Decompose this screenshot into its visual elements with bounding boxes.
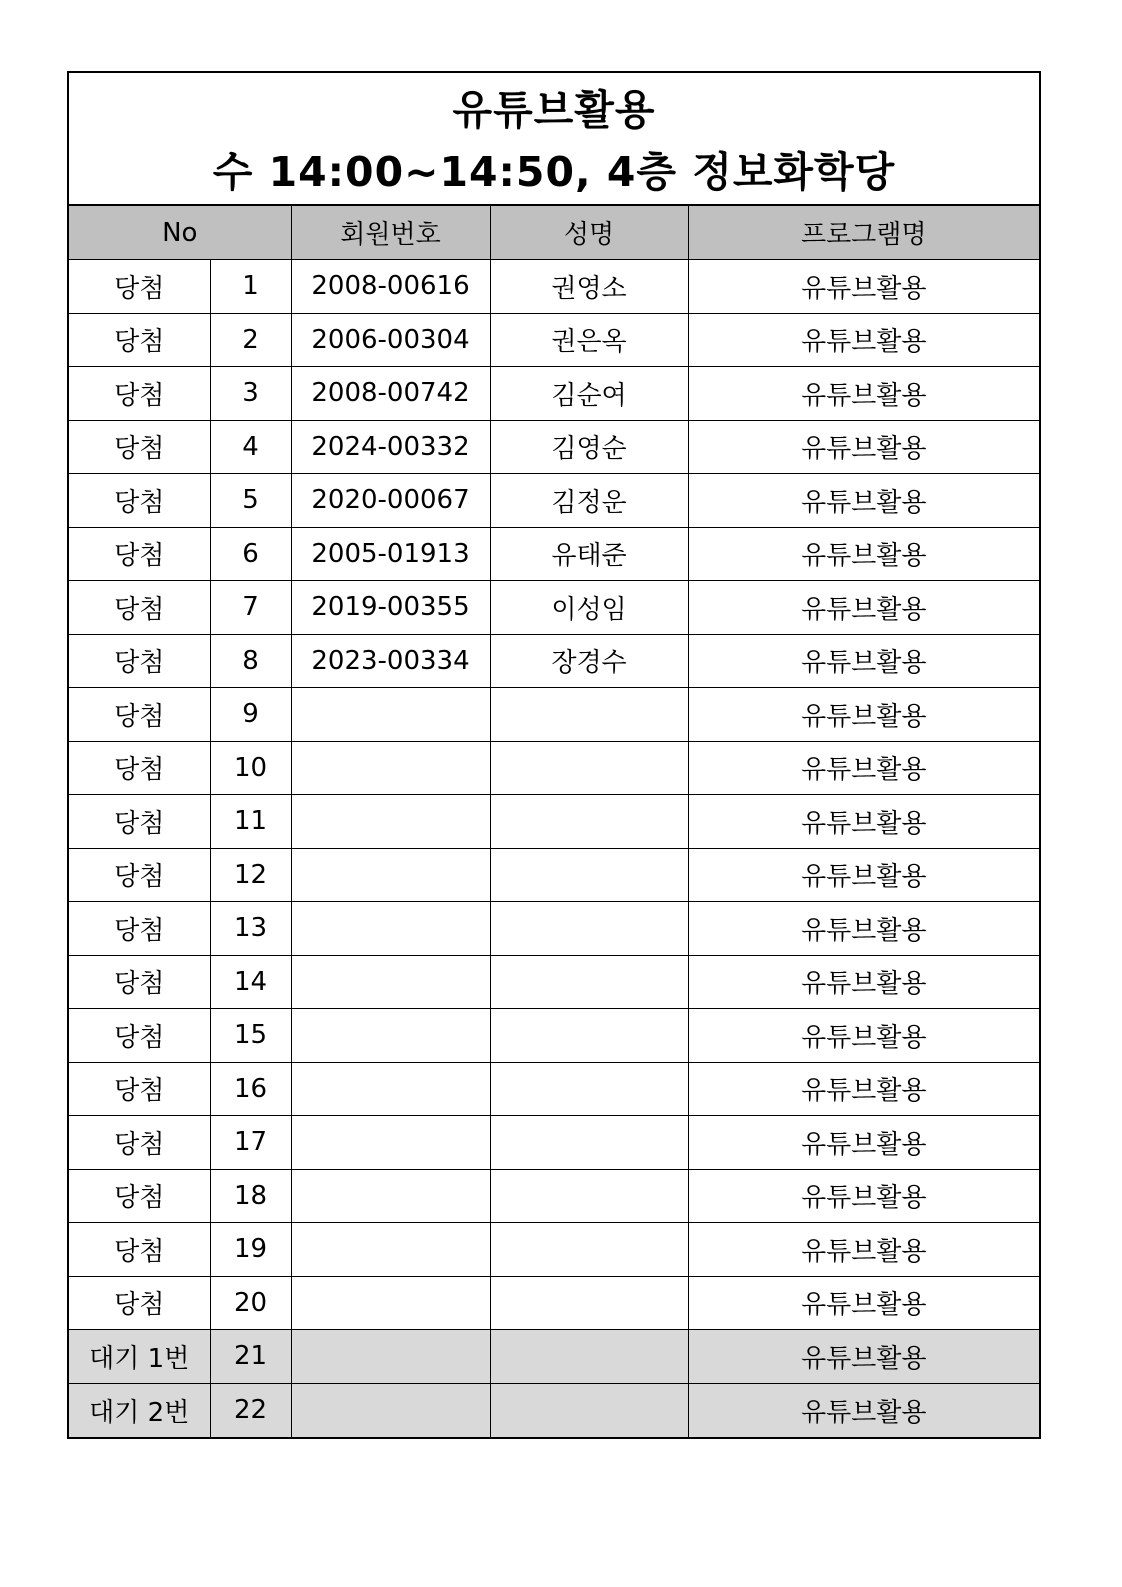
program-cell: 유튜브활용 <box>688 313 1039 367</box>
program-cell: 유튜브활용 <box>688 741 1039 795</box>
name-cell: 이성임 <box>490 581 688 635</box>
member-id-cell: 2005-01913 <box>291 527 490 581</box>
participant-table <box>69 206 1039 1437</box>
number-cell: 8 <box>210 634 291 688</box>
table-row <box>69 1330 1039 1384</box>
program-cell: 유튜브활용 <box>688 902 1039 956</box>
status-cell: 당첨 <box>69 1062 210 1116</box>
number-cell: 20 <box>210 1276 291 1330</box>
status-cell: 당첨 <box>69 955 210 1009</box>
program-cell: 유튜브활용 <box>688 420 1039 474</box>
table-row <box>69 634 1039 688</box>
program-cell: 유튜브활용 <box>688 955 1039 1009</box>
program-cell: 유튜브활용 <box>688 1276 1039 1330</box>
program-cell: 유튜브활용 <box>688 1116 1039 1170</box>
name-cell: 유태준 <box>490 527 688 581</box>
program-cell: 유튜브활용 <box>688 1223 1039 1277</box>
status-cell: 당첨 <box>69 1223 210 1277</box>
number-cell: 4 <box>210 420 291 474</box>
program-cell: 유튜브활용 <box>688 1169 1039 1223</box>
name-cell <box>490 902 688 956</box>
name-cell <box>490 1330 688 1384</box>
member-id-cell <box>291 795 490 849</box>
table-row <box>69 1223 1039 1277</box>
program-cell: 유튜브활용 <box>688 1383 1039 1437</box>
member-id-cell <box>291 1330 490 1384</box>
schedule-location: 수 14:00~14:50, 4층 정보화학당 <box>212 148 896 196</box>
status-cell: 당첨 <box>69 420 210 474</box>
program-cell: 유튜브활용 <box>688 367 1039 421</box>
member-id-cell <box>291 1276 490 1330</box>
name-cell <box>490 848 688 902</box>
member-id-cell: 2019-00355 <box>291 581 490 635</box>
status-cell: 당첨 <box>69 848 210 902</box>
status-cell: 당첨 <box>69 1276 210 1330</box>
program-cell: 유튜브활용 <box>688 581 1039 635</box>
status-cell: 당첨 <box>69 367 210 421</box>
number-cell: 15 <box>210 1009 291 1063</box>
member-id-cell: 2006-00304 <box>291 313 490 367</box>
status-cell: 당첨 <box>69 581 210 635</box>
status-cell: 당첨 <box>69 1169 210 1223</box>
number-cell: 2 <box>210 313 291 367</box>
number-cell: 10 <box>210 741 291 795</box>
status-cell: 당첨 <box>69 1116 210 1170</box>
table-row <box>69 420 1039 474</box>
number-cell: 6 <box>210 527 291 581</box>
name-cell <box>490 1276 688 1330</box>
name-cell: 김정운 <box>490 474 688 528</box>
member-id-cell: 2020-00067 <box>291 474 490 528</box>
status-cell: 당첨 <box>69 634 210 688</box>
table-row <box>69 527 1039 581</box>
program-cell: 유튜브활용 <box>688 1062 1039 1116</box>
status-cell: 당첨 <box>69 474 210 528</box>
number-cell: 12 <box>210 848 291 902</box>
program-cell: 유튜브활용 <box>688 1330 1039 1384</box>
header-row <box>69 206 1039 260</box>
member-id-cell <box>291 1223 490 1277</box>
status-cell: 당첨 <box>69 741 210 795</box>
number-cell: 21 <box>210 1330 291 1384</box>
name-cell: 권영소 <box>490 260 688 314</box>
number-cell: 1 <box>210 260 291 314</box>
member-id-cell <box>291 1169 490 1223</box>
name-cell <box>490 741 688 795</box>
name-cell <box>490 795 688 849</box>
table-row <box>69 848 1039 902</box>
table-row <box>69 1169 1039 1223</box>
status-cell: 대기 1번 <box>69 1330 210 1384</box>
member-id-cell <box>291 1383 490 1437</box>
member-id-cell <box>291 848 490 902</box>
number-cell: 22 <box>210 1383 291 1437</box>
status-cell: 당첨 <box>69 313 210 367</box>
header-program: 프로그램명 <box>688 206 1039 260</box>
title-block <box>69 73 1039 206</box>
number-cell: 14 <box>210 955 291 1009</box>
name-cell <box>490 955 688 1009</box>
name-cell <box>490 1116 688 1170</box>
number-cell: 17 <box>210 1116 291 1170</box>
member-id-cell <box>291 1009 490 1063</box>
member-id-cell: 2008-00616 <box>291 260 490 314</box>
name-cell <box>490 1169 688 1223</box>
number-cell: 3 <box>210 367 291 421</box>
program-cell: 유튜브활용 <box>688 634 1039 688</box>
member-id-cell <box>291 688 490 742</box>
status-cell: 당첨 <box>69 795 210 849</box>
table-row <box>69 1116 1039 1170</box>
member-id-cell <box>291 1116 490 1170</box>
table-row <box>69 955 1039 1009</box>
member-id-cell <box>291 1062 490 1116</box>
table-row <box>69 1383 1039 1437</box>
name-cell <box>490 1009 688 1063</box>
number-cell: 9 <box>210 688 291 742</box>
name-cell: 장경수 <box>490 634 688 688</box>
table-row <box>69 1009 1039 1063</box>
number-cell: 16 <box>210 1062 291 1116</box>
table-row <box>69 313 1039 367</box>
header-name: 성명 <box>490 206 688 260</box>
number-cell: 18 <box>210 1169 291 1223</box>
status-cell: 당첨 <box>69 1009 210 1063</box>
name-cell: 권은옥 <box>490 313 688 367</box>
member-id-cell: 2023-00334 <box>291 634 490 688</box>
program-cell: 유튜브활용 <box>688 688 1039 742</box>
number-cell: 19 <box>210 1223 291 1277</box>
member-id-cell <box>291 955 490 1009</box>
name-cell: 김영순 <box>490 420 688 474</box>
program-cell: 유튜브활용 <box>688 795 1039 849</box>
number-cell: 13 <box>210 902 291 956</box>
table-row <box>69 581 1039 635</box>
header-no: No <box>69 206 291 260</box>
status-cell: 당첨 <box>69 688 210 742</box>
status-cell: 당첨 <box>69 260 210 314</box>
program-title: 유튜브활용 <box>452 86 656 134</box>
table-body <box>69 260 1039 1437</box>
name-cell <box>490 1383 688 1437</box>
program-cell: 유튜브활용 <box>688 1009 1039 1063</box>
table-row <box>69 902 1039 956</box>
table-row <box>69 1062 1039 1116</box>
program-cell: 유튜브활용 <box>688 474 1039 528</box>
member-id-cell: 2024-00332 <box>291 420 490 474</box>
table-row <box>69 688 1039 742</box>
lottery-result-sheet <box>67 71 1041 1439</box>
number-cell: 7 <box>210 581 291 635</box>
program-cell: 유튜브활용 <box>688 260 1039 314</box>
member-id-cell <box>291 741 490 795</box>
number-cell: 11 <box>210 795 291 849</box>
header-member-id: 회원번호 <box>291 206 490 260</box>
status-cell: 당첨 <box>69 902 210 956</box>
table-row <box>69 795 1039 849</box>
status-cell: 당첨 <box>69 527 210 581</box>
member-id-cell <box>291 902 490 956</box>
program-cell: 유튜브활용 <box>688 848 1039 902</box>
name-cell: 김순여 <box>490 367 688 421</box>
table-row <box>69 474 1039 528</box>
number-cell: 5 <box>210 474 291 528</box>
table-row <box>69 741 1039 795</box>
program-cell: 유튜브활용 <box>688 527 1039 581</box>
name-cell <box>490 688 688 742</box>
name-cell <box>490 1062 688 1116</box>
member-id-cell: 2008-00742 <box>291 367 490 421</box>
status-cell: 대기 2번 <box>69 1383 210 1437</box>
table-row <box>69 367 1039 421</box>
name-cell <box>490 1223 688 1277</box>
table-row <box>69 1276 1039 1330</box>
table-row <box>69 260 1039 314</box>
